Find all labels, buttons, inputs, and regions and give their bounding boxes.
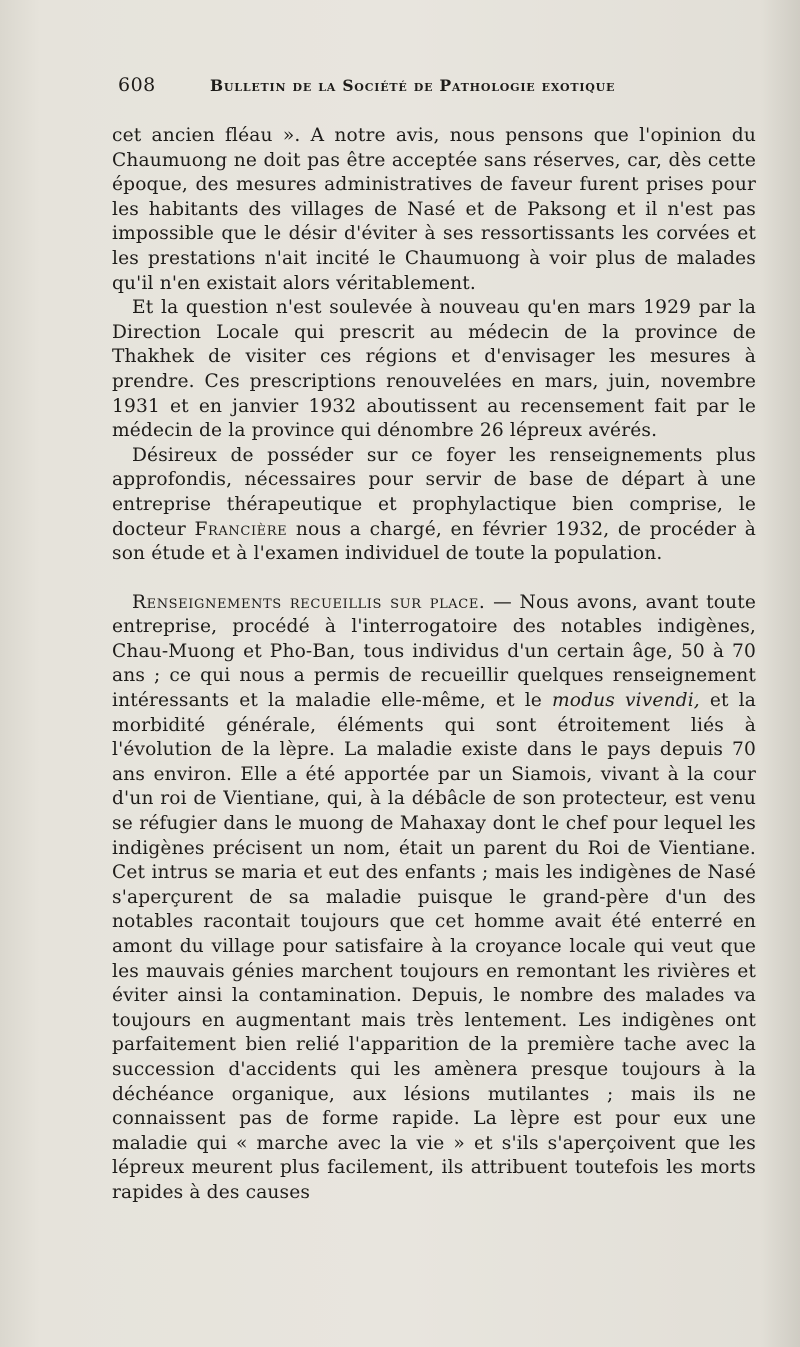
paragraph-1-text: cet ancien fléau ». A notre avis, nous pensons que l'opinion du Chaumuong ne doit pas être acceptée sans réserves, car, dès cette époque, des mesures administratives de faveur furent prises pour les habitants des villages de Nasé et de Paksong et il n'est pas impossible que le désir d'éviter à ses ressortissants les corvées et les prestations n'ait incité le Chaumuong à voir plus de malades qu'il n'en existait alors véritablement. — [112, 125, 756, 294]
running-head — [118, 74, 678, 104]
section-heading: Renseignements recueillis sur place. — [132, 591, 486, 613]
paragraph-2 — [112, 296, 756, 444]
paragraph-3 — [112, 444, 756, 567]
italic-term: modus vivendi, — [551, 690, 700, 712]
paragraph-2-text: Et la question n'est soulevée à nouveau qu'en mars 1929 par la Direction Locale qui prescrit au médecin de la province de Thakhek de visiter ces régions et d'envisager les mesures à prendre. Ces prescriptions renouvelées en mars, juin, novembre 1931 et en janvier 1932 aboutissent au recensement fait par le médecin de la province qui dénombre 26 lépreux avérés. — [112, 297, 756, 442]
body-text — [112, 124, 756, 1206]
paragraph-3-text-before: Désireux de posséder sur ce foyer les renseignements plus approfondis, nécessaires pour servir de base de départ à une entreprise thérapeutique et prophylactique bien comprise, le docteur — [112, 444, 756, 540]
paragraph-4-text-before: — Nous avons, avant toute entreprise, procédé à l'interrogatoire des notables indigènes, Chau-Muong et Pho-Ban, tous individus d'un certain âge, 50 à 70 ans ; ce qui nous a permis de recueillir quelques renseignement intéressants et la maladie elle-même, et le — [112, 591, 756, 712]
journal-title: Bulletin de la Société de Pathologie exotique — [210, 76, 616, 95]
author-name: Francière — [194, 518, 288, 540]
page-number: 608 — [118, 74, 156, 96]
paragraph-4-text-after: et la morbidité générale, éléments qui sont étroitement liés à l'évolution de la lèpre. La maladie existe dans le pays depuis 70 ans environ. Elle a été apportée par un Siamois, vivant à la cour d'un roi de Vientiane, qui, à la débâcle de son protecteur, est venu se réfugier dans le muong de Mahaxay dont le chef pour lequel les indigènes précisent un nom, était un parent du Roi de Vientiane. Cet intrus se maria et eut des enfants ; mais les indigènes de Nasé s'aperçurent de sa maladie puisque le grand-père d'un des notables racontait toujours que cet homme avait été enterré en amont du village pour satisfaire à la croyance locale qui veut que les mauvais génies marchent toujours en remontant les rivières et éviter ainsi la contamination. Depuis, le nombre des malades va toujours en augmentant mais très lentement. Les indigènes ont parfaitement bien relié l'apparition de la première tache avec la succession d'accidents qui les amènera presque toujours à la déchéance organique, aux lésions mutilantes ; mais ils ne connaissent pas de forme rapide. La lèpre est pour eux une maladie qui « marche avec la vie » et s'ils s'aperçoivent que les lépreux meurent plus facilement, ils attribuent toutefois les morts rapides à des causes — [112, 690, 757, 1203]
paragraph-3-text-after: nous a chargé, en février 1932, de procéder à son étude et à l'examen individuel de toute la population. — [112, 518, 756, 565]
paragraph-1 — [112, 124, 756, 296]
paragraph-4 — [112, 591, 756, 1206]
section-gap — [112, 567, 756, 591]
